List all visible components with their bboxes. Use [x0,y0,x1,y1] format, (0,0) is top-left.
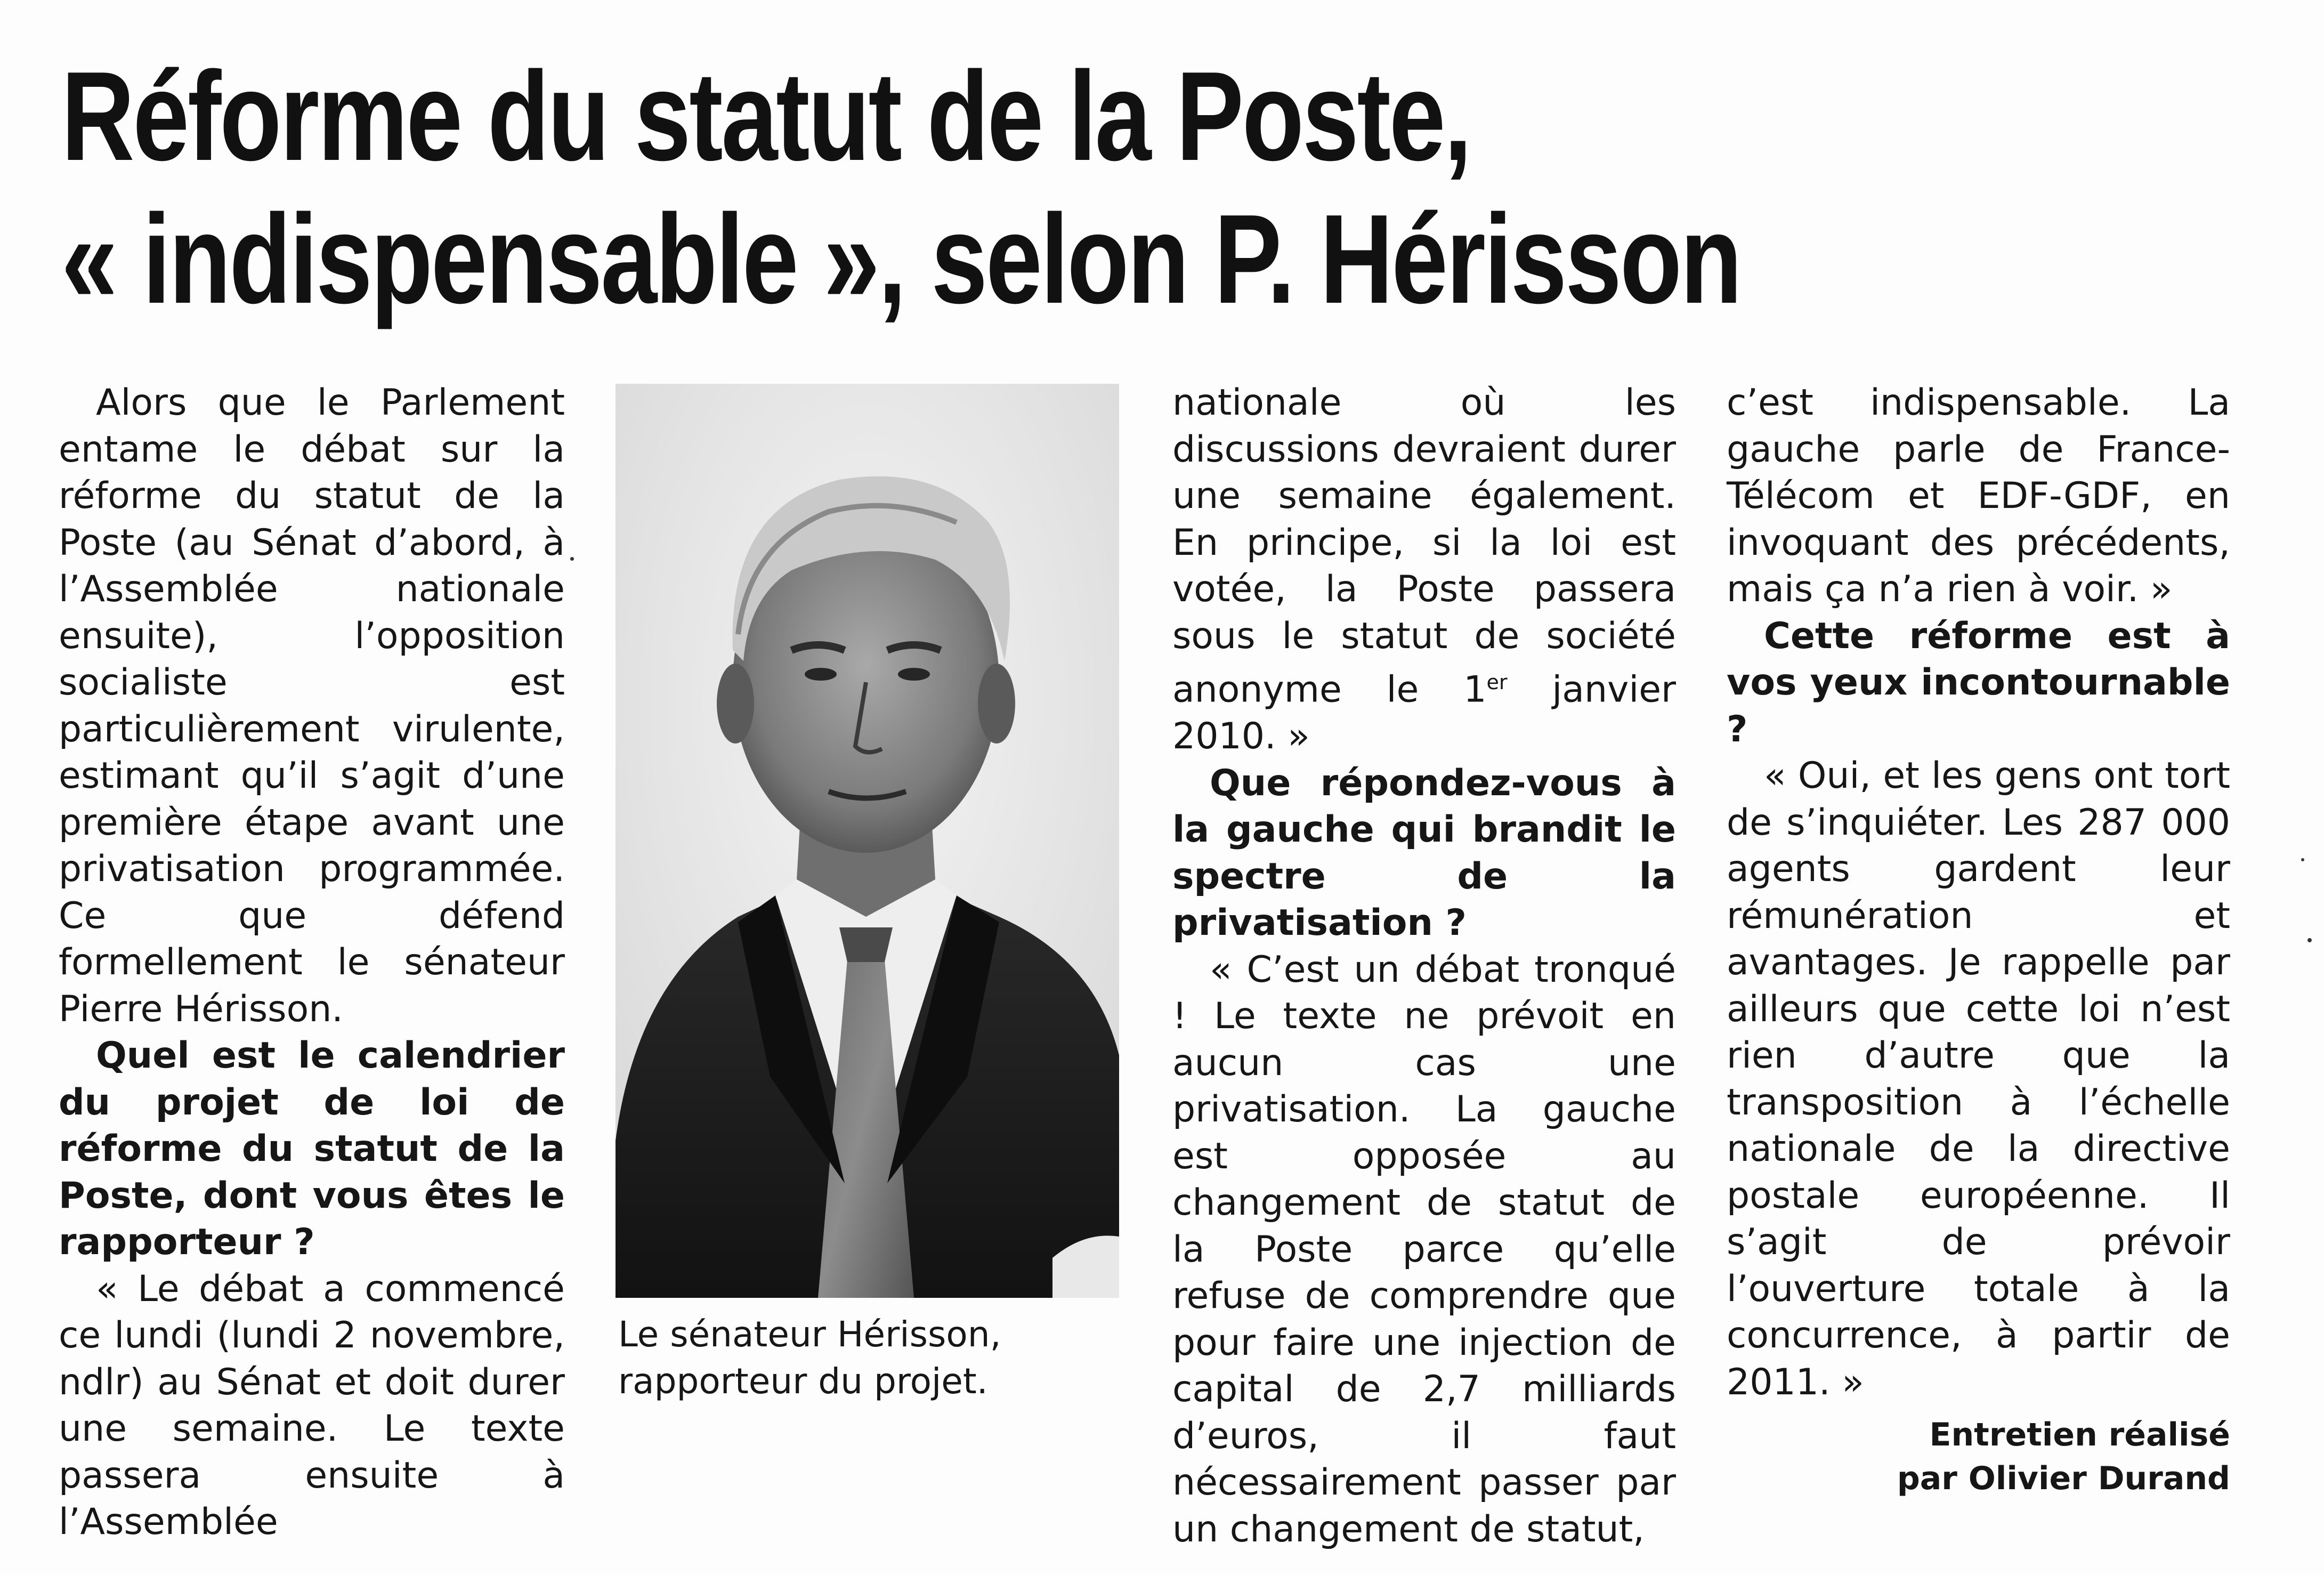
caption-line-2: rapporteur du projet. [618,1361,988,1402]
intro-paragraph: Alors que le Parlement entame le débat sur la réforme du statut de la Poste (au Sénat d’abord, à l’Assemblée nationale ensuite), l’opposition socialiste est particulièrement virulente, estimant qu’il s’agit d’une première étape avant une privatisation programmée. Ce que défend formellement le sénateur Pierre Hérisson. [59,382,565,1030]
question-1: Quel est le calendrier du projet de loi de réforme du statut de la Poste, dont vous êtes le rapporteur ? [59,1035,565,1263]
answer-2-part-1: « C’est un débat tronqué ! Le texte ne prévoit en aucun cas une privatisation. La gauche est opposée au changement de statut de la Poste parce qu’elle refuse de comprendre que pour faire une injection de capital de 2,7 milliards d’euros, il faut nécessairement passer par un changement de statut, [1172,948,1676,1550]
scan-speck [570,557,574,561]
scan-speck [2307,938,2312,942]
byline-line-1: Entretien réalisé [1929,1416,2230,1453]
byline-line-2: par Olivier Durand [1897,1460,2230,1497]
date-ordinal: er [1486,671,1508,694]
answer-1-continuation: nationale où les discussions devraient durer une semaine également. En principe, si la loi est votée, la Poste passera sous le statut de société anonyme le [1172,382,1676,711]
headline-line-2: « indispensable », selon P. Hérisson [61,189,1741,330]
headline-line-1: Réforme du statut de la Poste, [61,46,1471,187]
headline [61,45,1852,331]
cropped-previous-article-edge [405,0,1471,11]
text-column-3 [1172,379,1676,1553]
text-column-4 [1727,379,2230,1500]
answer-1-part-2 [1172,379,1676,760]
answer-1-closing: janvier 2010. » [1172,668,1677,758]
question-3: Cette réforme est à vos yeux incontournable ? [1727,615,2230,750]
senator-portrait-image [616,384,1119,1298]
answer-3: « Oui, et les gens ont tort de s’inquiéter. Les 287 000 agents gardent leur rémunération et avantages. Je rappelle par ailleurs que cette loi n’est rien d’autre que la transposition à l’échelle nationale de la directive postale européenne. Il s’agit de prévoir l’ouverture totale à la concurrence, à partir de 2011. » [1727,755,2230,1403]
scan-speck [2301,858,2304,861]
photo-caption [618,1311,1130,1405]
answer-1-part-1: « Le débat a commencé ce lundi (lundi 2 novembre, ndlr) au Sénat et doit durer une semaine. Le texte passera ensuite à l’Assemblée [59,1267,565,1543]
portrait-photo [616,384,1119,1298]
answer-2-part-2: c’est indispensable. La gauche parle de France-Télécom et EDF-GDF, en invoquant des précédents, mais ça n’a rien à voir. » [1727,382,2230,610]
byline [1727,1413,2230,1500]
caption-line-1: Le sénateur Hérisson, [618,1314,1001,1355]
question-2: Que répondez-vous à la gauche qui brandit le spectre de la privatisation ? [1172,762,1676,944]
date-day: 1 [1463,668,1487,711]
text-column-1 [59,379,565,1546]
